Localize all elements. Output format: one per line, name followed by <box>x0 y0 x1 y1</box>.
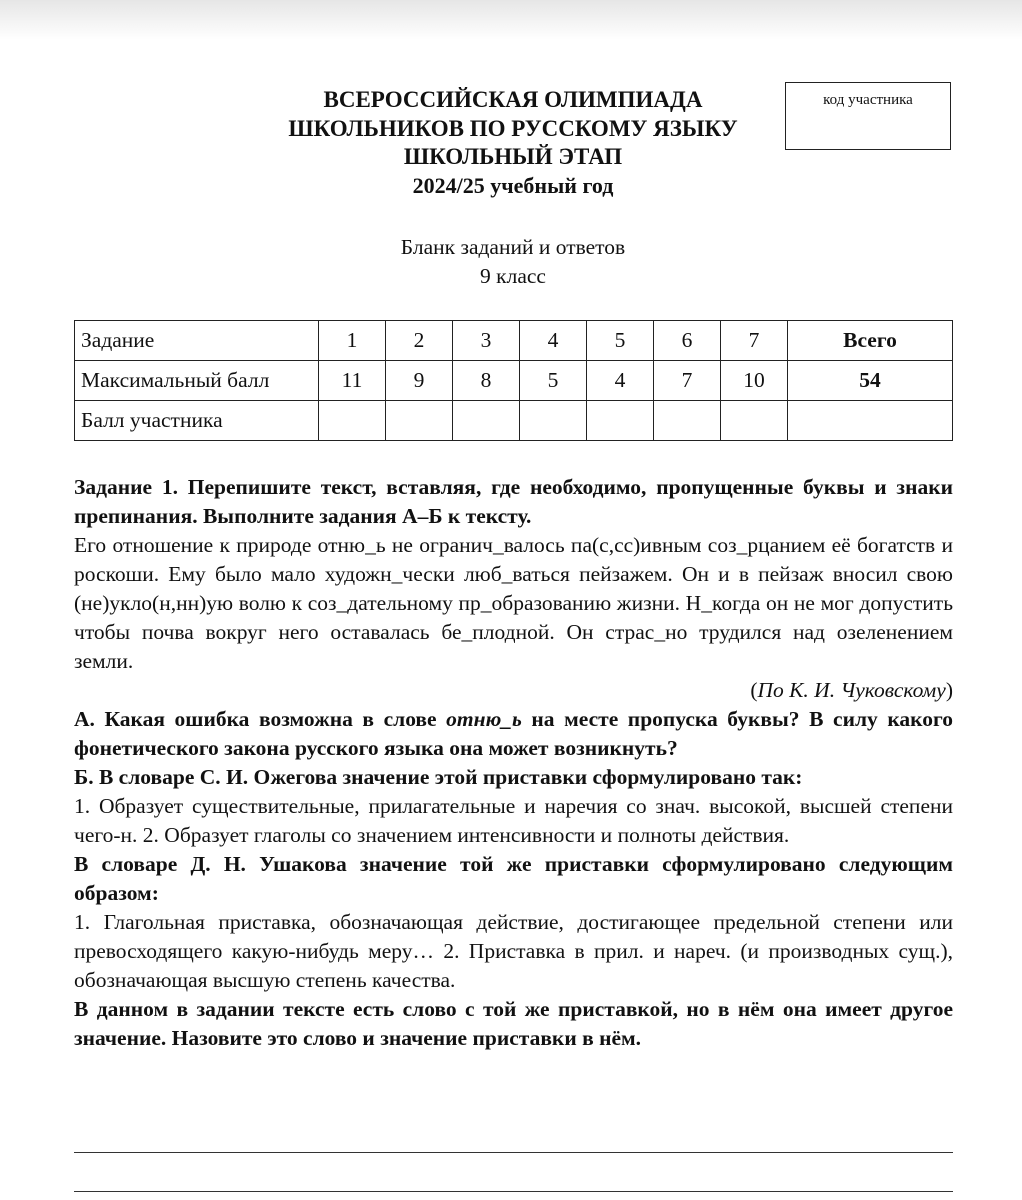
task-number-cell: 4 <box>520 321 587 361</box>
question-a <box>74 705 953 763</box>
question-a-part-1: А. Какая ошибка возможна в слове <box>74 707 447 731</box>
max-score-cell: 5 <box>520 361 587 401</box>
olympiad-header <box>200 86 826 200</box>
max-total-cell: 54 <box>788 361 953 401</box>
ushakov-intro: В словаре Д. Н. Ушакова значение той же приставки сформулировано следующим образом: <box>74 852 953 905</box>
participant-score-cell[interactable] <box>520 401 587 441</box>
participant-score-cell[interactable] <box>319 401 386 441</box>
header-line-2: ШКОЛЬНИКОВ ПО РУССКОМУ ЯЗЫКУ <box>288 115 738 141</box>
task-number-cell: 6 <box>654 321 721 361</box>
table-row-max-scores <box>75 361 953 401</box>
final-question: В данном в задании тексте есть слово с той же приставкой, но в нём она имеет другое значение. Назовите это слово и значение приставки в нём. <box>74 997 953 1050</box>
question-b: Б. В словаре С. И. Ожегова значение этой приставки сформулировано так: <box>74 765 803 789</box>
task-number-cell: 2 <box>386 321 453 361</box>
max-score-cell: 4 <box>587 361 654 401</box>
task-number-cell: 3 <box>453 321 520 361</box>
form-title: Бланк заданий и ответов <box>400 235 626 259</box>
task-number-cell: 1 <box>319 321 386 361</box>
grade-label: 9 класс <box>480 264 546 288</box>
max-score-label-cell: Максимальный балл <box>75 361 319 401</box>
total-header-cell: Всего <box>788 321 953 361</box>
participant-score-cell[interactable] <box>654 401 721 441</box>
participant-code-box[interactable] <box>785 82 951 150</box>
answer-line[interactable] <box>74 1191 953 1192</box>
participant-total-cell[interactable] <box>788 401 953 441</box>
task-header-cell: Задание <box>75 321 319 361</box>
question-a-part-2: на месте пропуска буквы? В силу какого фонетического закона русского языка она может возникнуть? <box>74 707 953 760</box>
header-line-1: ВСЕРОССИЙСКАЯ ОЛИМПИАДА <box>323 87 703 112</box>
max-score-cell: 11 <box>319 361 386 401</box>
task-1 <box>74 473 953 1053</box>
participant-score-cell[interactable] <box>453 401 520 441</box>
participant-score-cell[interactable] <box>587 401 654 441</box>
header-line-3: ШКОЛЬНЫЙ ЭТАП <box>403 144 623 169</box>
participant-score-cell[interactable] <box>386 401 453 441</box>
table-row-tasks <box>75 321 953 361</box>
table-row-participant-scores <box>75 401 953 441</box>
participant-score-label-cell: Балл участника <box>75 401 319 441</box>
ozhegov-definition: 1. Образует существительные, прилагательные и наречия со знач. высокой, высшей степени чего-н. 2. Образует глаголы со значением интенсивности и полноты действия. <box>74 794 953 847</box>
task-number-cell: 7 <box>721 321 788 361</box>
task-1-heading: Задание 1. Перепишите текст, вставляя, где необходимо, пропущенные буквы и знаки препинания. Выполните задания А–Б к тексту. <box>74 475 953 528</box>
question-a-word: отню_ь <box>446 707 522 731</box>
form-subtitle <box>200 233 826 291</box>
participant-score-cell[interactable] <box>721 401 788 441</box>
text-source: (По К. И. Чуковскому) <box>750 678 953 702</box>
ushakov-definition: 1. Глагольная приставка, обозначающая действие, достигающее предельной степени или превосходящего какую-нибудь меру… 2. Приставка в прил. и нареч. (и производных сущ.), обозначающая высшую степень качества. <box>74 910 953 992</box>
answer-line[interactable] <box>74 1152 953 1153</box>
academic-year: 2024/25 учебный год <box>412 172 614 198</box>
max-score-cell: 10 <box>721 361 788 401</box>
max-score-cell: 9 <box>386 361 453 401</box>
max-score-cell: 8 <box>453 361 520 401</box>
text-source-author: По К. И. Чуковскому <box>757 678 946 702</box>
page-top-shadow <box>0 0 1022 40</box>
score-table <box>74 320 953 441</box>
task-number-cell: 5 <box>587 321 654 361</box>
participant-code-label: код участника <box>823 92 913 108</box>
task-1-text: Его отношение к природе отню_ь не огранич_валось па(с,сс)ивным соз_рцанием её богатств и роскоши. Ему было мало художн_чески люб_ваться пейзажем. Он и в пейзаж вносил свою (не)укло(н,нн)ую волю к соз_дательному пр_образованию жизни. Н_когда он не мог допустить чтобы почва вокруг него оставалась бе_плодной. Он страс_но трудился над озеленением земли. <box>74 533 953 673</box>
max-score-cell: 7 <box>654 361 721 401</box>
